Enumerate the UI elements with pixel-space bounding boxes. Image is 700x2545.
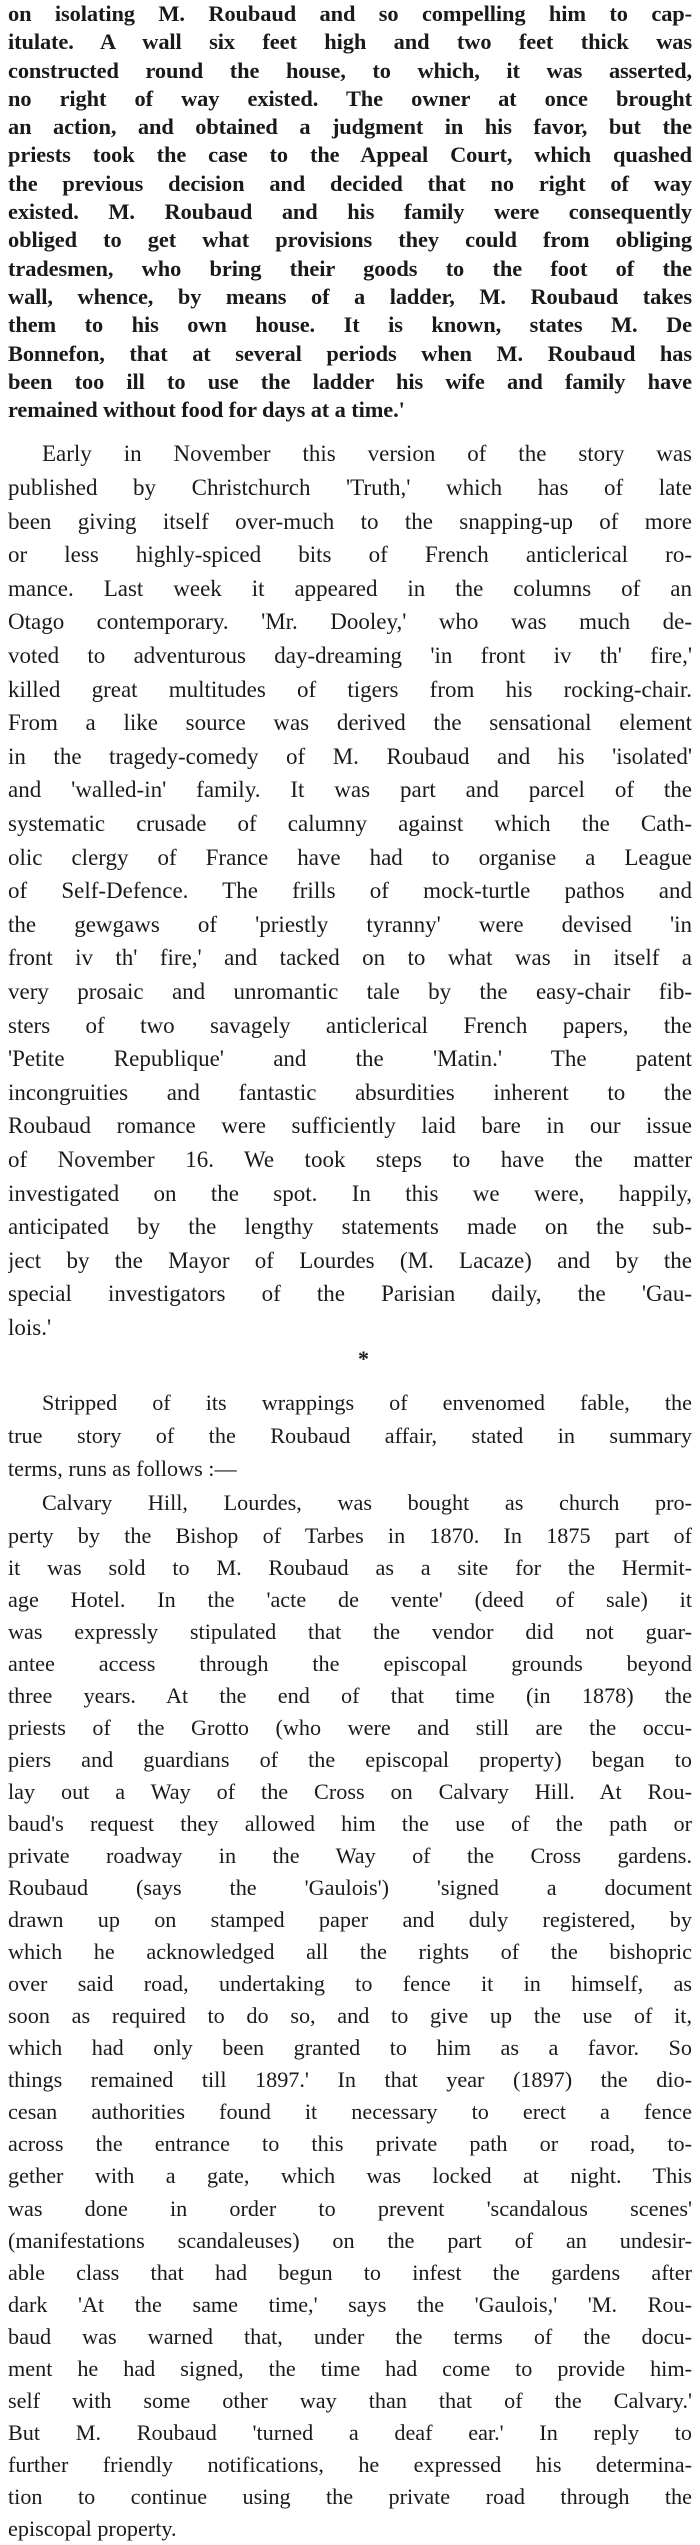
text-line: or less highly-spiced bits of French anticlerical ro- <box>8 542 692 568</box>
text-line: was expressly stipulated that the vendor did not guar- <box>8 1618 692 1644</box>
text-line: further friendly notifications, he expressed his determina- <box>8 2451 692 2477</box>
text-line: priests took the case to the Appeal Court, which quashed <box>8 142 692 168</box>
text-line: able class that had begun to infest the gardens after <box>8 2259 692 2285</box>
newspaper-column <box>8 0 692 2545</box>
text-line: baud's request they allowed him the use of the path or <box>8 1810 692 1836</box>
asterisk-divider: * <box>358 1346 369 1372</box>
text-line: But M. Roubaud 'turned a deaf ear.' In reply to <box>8 2419 692 2445</box>
paragraph-roubaud-wall <box>8 0 692 424</box>
text-line: tradesmen, who bring their goods to the foot of the <box>8 255 692 281</box>
text-line: Early in November this version of the story was <box>42 441 692 467</box>
text-line: mance. Last week it appeared in the columns of an <box>8 575 692 601</box>
text-line: special investigators of the Parisian daily, the 'Gau- <box>8 1281 692 1307</box>
text-line: self with some other way than that of the Calvary.' <box>8 2387 692 2413</box>
text-line: lois.' <box>8 1314 52 1340</box>
text-line: across the entrance to this private path or road, to- <box>8 2131 692 2157</box>
text-line: antee access through the episcopal grounds beyond <box>8 1650 692 1676</box>
text-line: itulate. A wall six feet high and two feet thick was <box>8 29 692 55</box>
text-line: episcopal property. <box>8 2515 177 2541</box>
text-line: 'Petite Republique' and the 'Matin.' The patent <box>8 1046 692 1072</box>
text-line: an action, and obtained a judgment in his favor, but the <box>8 114 692 140</box>
text-line: Stripped of its wrappings of envenomed fable, the <box>42 1390 692 1416</box>
text-line: systematic crusade of calumny against which the Cath- <box>8 810 692 836</box>
text-line: ment he had signed, the time had come to provide him- <box>8 2355 692 2381</box>
section-separator <box>8 1344 692 1386</box>
text-line: incongruities and fantastic absurdities inherent to the <box>8 1079 692 1105</box>
text-line: private roadway in the Way of the Cross gardens. <box>8 1843 692 1868</box>
text-line: lay out a Way of the Cross on Calvary Hill. At Rou- <box>8 1778 692 1804</box>
text-line: olic clergy of France have had to organise a League <box>8 844 692 870</box>
text-line: Roubaud romance were sufficiently laid bare in our issue <box>8 1113 692 1139</box>
text-line: soon as required to do so, and to give up the use of it, <box>8 2003 692 2029</box>
text-line: investigated on the spot. In this we were, happily, <box>8 1180 692 1206</box>
text-line: was done in order to prevent 'scandalous scenes' <box>8 2195 692 2221</box>
text-line: (manifestations scandaleuses) on the part of an undesir- <box>8 2227 692 2253</box>
text-line: things remained till 1897.' In that year (1897) the dio- <box>8 2067 692 2093</box>
text-line: gether with a gate, which was locked at night. This <box>8 2163 692 2189</box>
text-line: which had only been granted to him as a favor. So <box>8 2035 692 2061</box>
text-line: sters of two savagely anticlerical French papers, the <box>8 1012 692 1038</box>
text-line: of November 16. We took steps to have the matter <box>8 1146 692 1172</box>
text-line: voted to adventurous day-dreaming 'in front iv th' fire,' <box>8 643 692 669</box>
text-line: Otago contemporary. 'Mr. Dooley,' who was much de- <box>8 609 692 635</box>
text-line: been too ill to use the ladder his wife and family have <box>8 368 692 394</box>
text-line: the gewgaws of 'priestly tyranny' were devised 'in <box>8 911 692 937</box>
text-line: obliged to get what provisions they could from obliging <box>8 227 692 253</box>
text-line: it was sold to M. Roubaud as a site for the Hermit- <box>8 1554 692 1580</box>
text-line: baud was warned that, under the terms of the docu- <box>8 2323 692 2349</box>
text-line: and 'walled-in' family. It was part and parcel of the <box>8 777 692 803</box>
text-line: priests of the Grotto (who were and still are the occu- <box>8 1714 692 1740</box>
text-line: From a like source was derived the sensational element <box>8 710 692 736</box>
paragraph-summary-intro <box>8 1386 692 1485</box>
text-line: which he acknowledged all the rights of the bishopric <box>8 1939 692 1965</box>
text-line: true story of the Roubaud affair, stated in summary <box>8 1423 692 1449</box>
text-line: Roubaud (says the 'Gaulois') 'signed a document <box>8 1875 692 1901</box>
text-line: front iv th' fire,' and tacked on to what was in itself a <box>8 945 692 971</box>
text-line: anticipated by the lengthy statements made on the sub- <box>8 1214 692 1240</box>
text-line: been giving itself over-much to the snapping-up of more <box>8 508 692 534</box>
text-line: on isolating M. Roubaud and so compelling him to cap- <box>8 1 692 26</box>
text-line: Calvary Hill, Lourdes, was bought as church pro- <box>42 1490 692 1516</box>
text-line: age Hotel. In the 'acte de vente' (deed of sale) it <box>8 1586 692 1612</box>
text-line: Bonnefon, that at several periods when M. Roubaud has <box>8 340 692 366</box>
text-line: terms, runs as follows :— <box>8 1456 237 1482</box>
text-line: no right of way existed. The owner at once brought <box>8 85 692 111</box>
text-line: the previous decision and decided that no right of way <box>8 170 692 196</box>
text-line: dark 'At the same time,' says the 'Gaulois,' 'M. Rou- <box>8 2291 692 2317</box>
text-line: perty by the Bishop of Tarbes in 1870. In 1875 part of <box>8 1522 692 1548</box>
text-line: constructed round the house, to which, it was asserted, <box>8 57 692 83</box>
text-line: wall, whence, by means of a ladder, M. Roubaud takes <box>8 283 692 309</box>
text-line: piers and guardians of the episcopal property) began to <box>8 1746 692 1772</box>
text-line: remained without food for days at a time.' <box>8 397 405 423</box>
text-line: existed. M. Roubaud and his family were consequently <box>8 199 692 225</box>
text-line: killed great multitudes of tigers from his rocking-chair. <box>8 676 692 702</box>
paragraph-calvary-hill <box>8 1487 692 2545</box>
text-line: published by Christchurch 'Truth,' which has of late <box>8 475 692 501</box>
text-line: of Self-Defence. The frills of mock-turtle pathos and <box>8 878 692 904</box>
text-line: cesan authorities found it necessary to erect a fence <box>8 2099 692 2125</box>
text-line: over said road, undertaking to fence it in himself, as <box>8 1971 692 1997</box>
text-line: very prosaic and unromantic tale by the easy-chair fib- <box>8 978 692 1004</box>
paragraph-truth-version <box>8 437 692 1344</box>
text-line: them to his own house. It is known, states M. De <box>8 312 692 338</box>
text-line: three years. At the end of that time (in 1878) the <box>8 1682 692 1708</box>
text-line: drawn up on stamped paper and duly registered, by <box>8 1907 692 1933</box>
text-line: tion to continue using the private road through the <box>8 2483 692 2509</box>
text-line: ject by the Mayor of Lourdes (M. Lacaze) and by the <box>8 1247 692 1273</box>
text-line: in the tragedy-comedy of M. Roubaud and his 'isolated' <box>8 743 692 769</box>
